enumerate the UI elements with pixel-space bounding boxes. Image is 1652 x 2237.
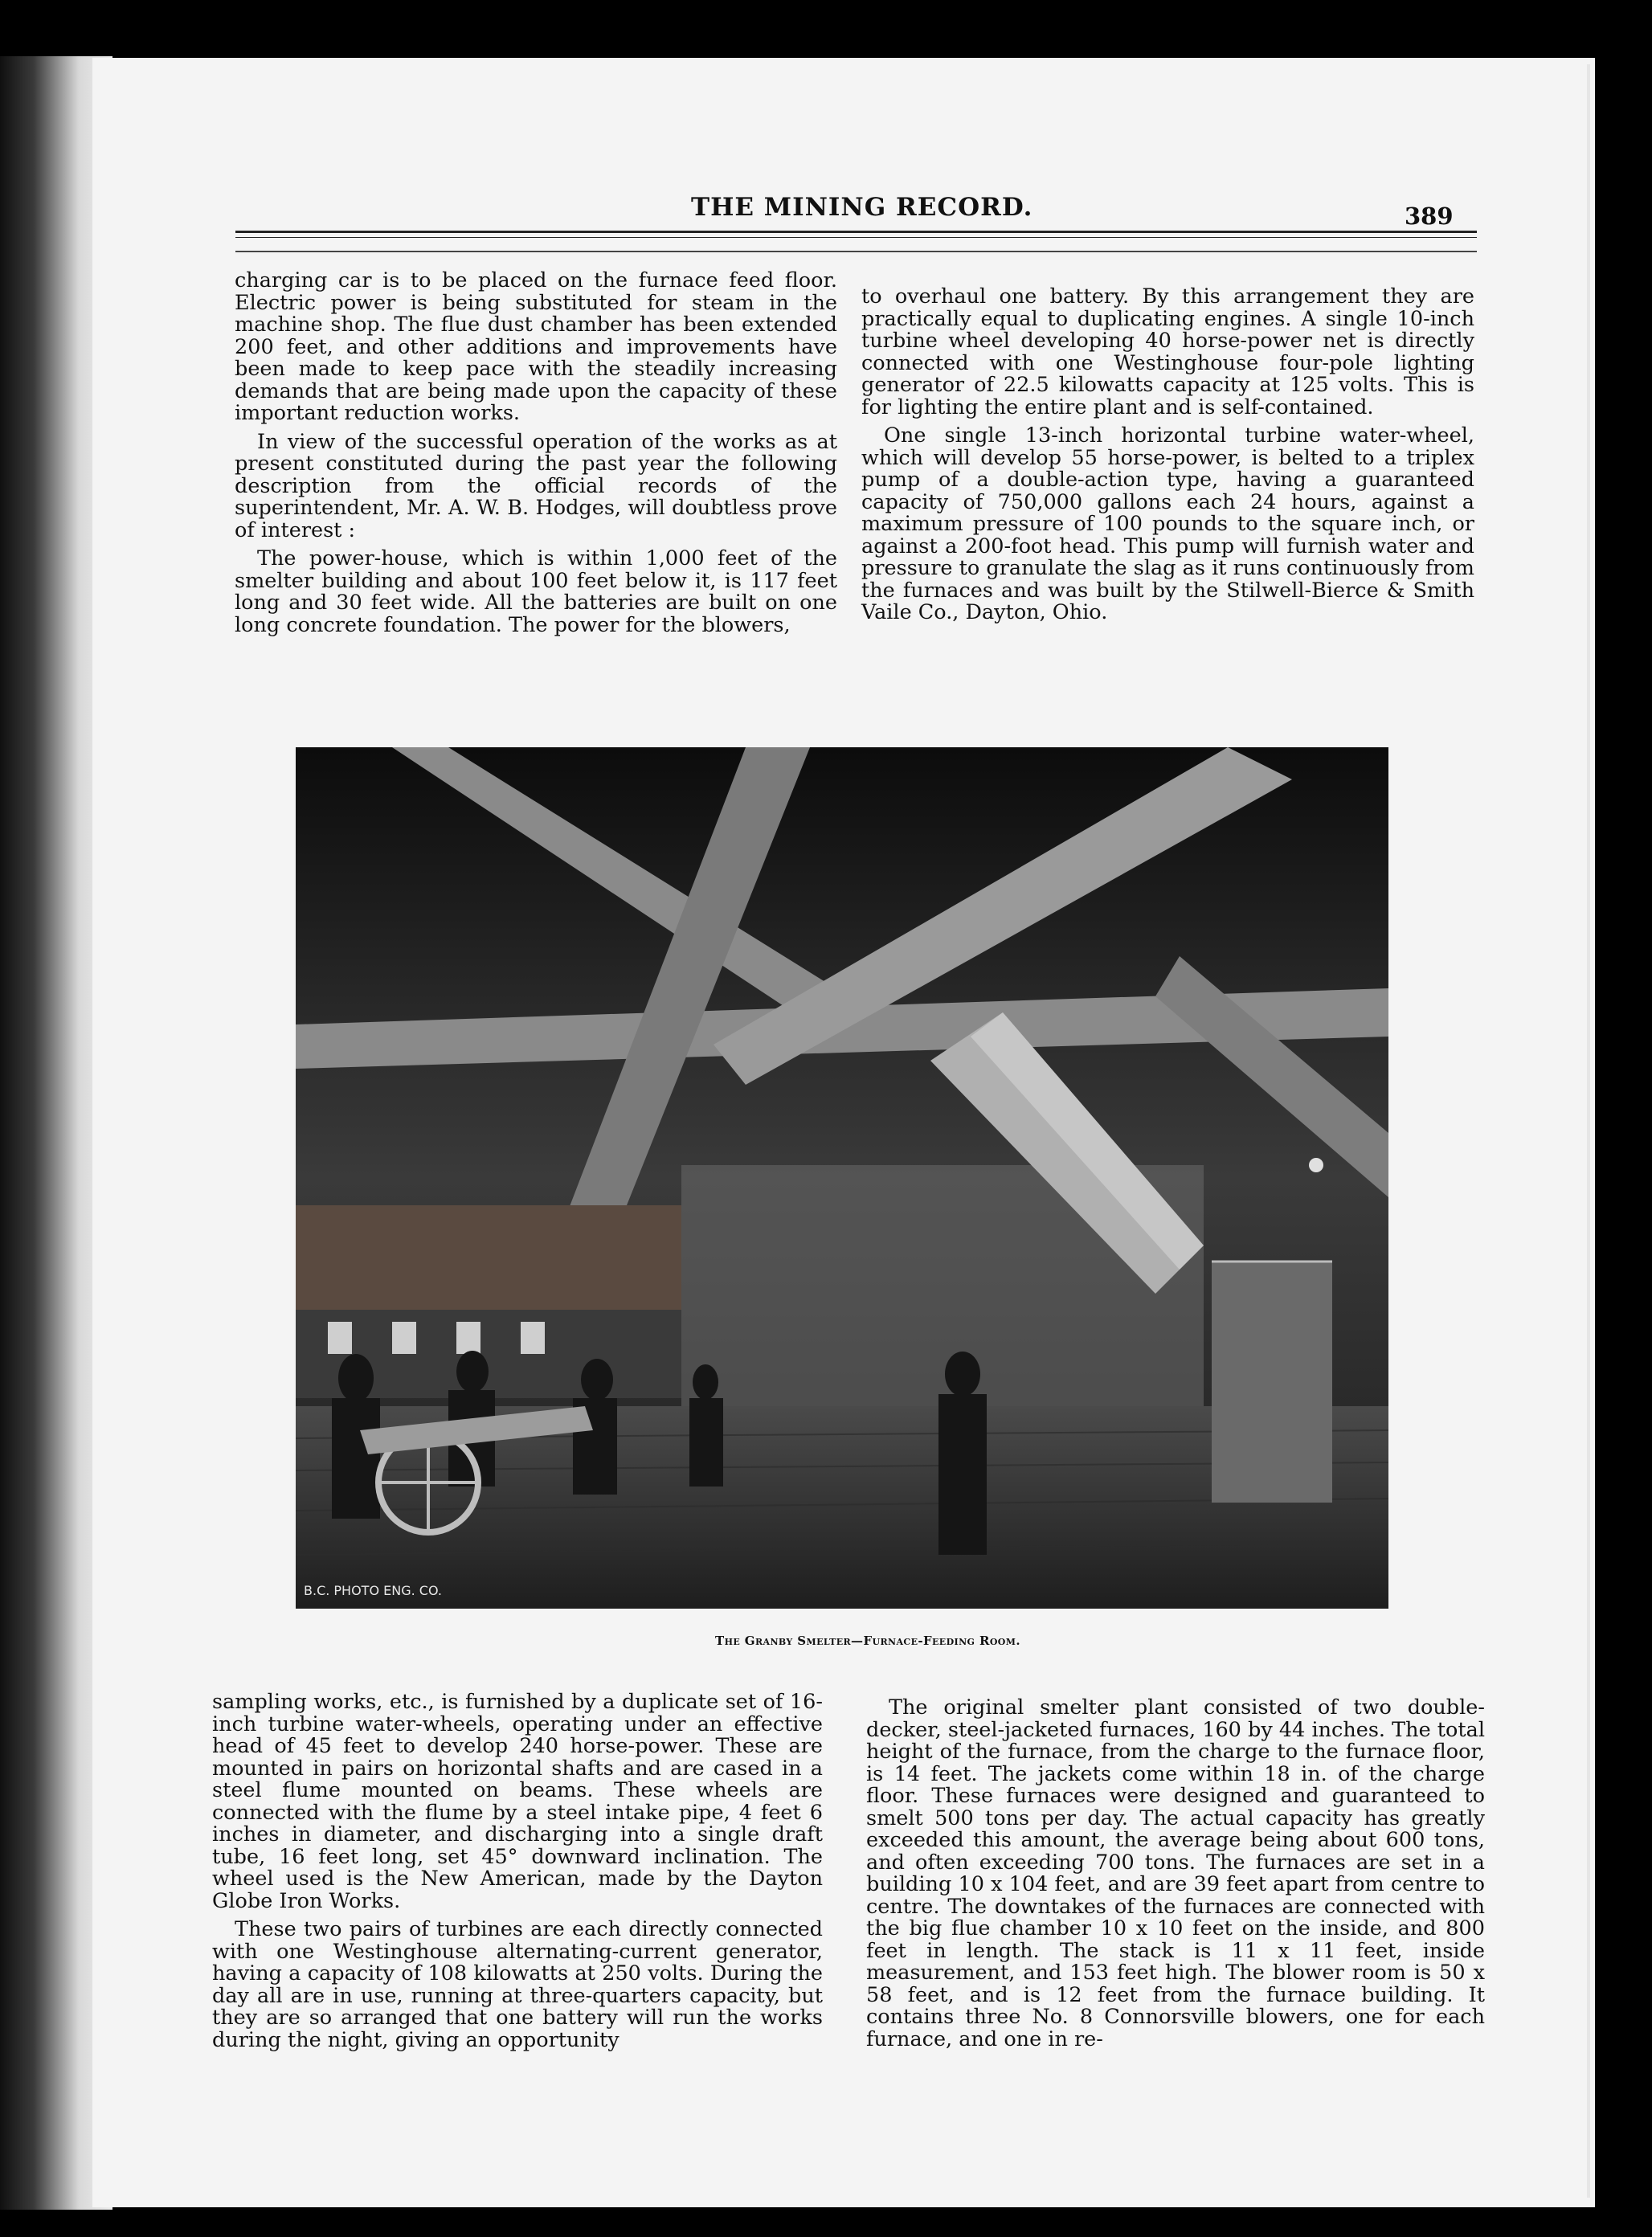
figure-caption [562,1634,1173,1648]
paragraph: to overhaul one battery. By this arrangement they are practically equal to duplicating engines. A single 10-inch turbine wheel developing 40 horse-power net is directly connected with one Westinghouse four-pole lighting generator of 22.5 kilowatts capacity at 125 volts. This is for lighting the entire plant and is self-contained. [861,284,1474,419]
paragraph: charging car is to be placed on the furnace feed floor. Electric power is being substituted for steam in the machine shop. The flue dust chamber has been extended 200 feet, and other additions and improvements have been made to keep pace with the steadily increasing demands that are being made upon the capacity of these important reduction works. [235,268,837,425]
page-right-edge [1587,64,1590,2198]
column-top-right [861,286,1474,631]
page-number: 389 [1405,202,1454,230]
column-bottom-left [212,1691,823,2058]
column-bottom-right [866,1697,1485,2057]
paragraph: The power-house, which is within 1,000 feet of the smelter building and about 100 feet below it, is 117 feet long and 30 feet wide. All the batteries are built on one long concrete foundation. The power for the blowers, [235,546,837,637]
figure-caption-text: The Granby Smelter—Furnace-Feeding Room. [715,1634,1020,1648]
header-rule [235,231,1477,233]
paragraph: sampling works, etc., is furnished by a duplicate set of 16-inch turbine water-wheels, operating under an effective head of 45 feet to develop 240 horse-power. These are mounted in pairs on horizontal shafts and are cased in a steel flume mounted on beams. These wheels are connected with the flume by a steel intake pipe, 4 feet 6 inches in diameter, and discharging into a single draft tube, 16 feet long, set 45° downward inclination. The wheel used is the New American, made by the Dayton Globe Iron Works. [212,1690,823,1913]
smelter-furnace-room-photo [296,747,1388,1609]
header-rule-lower [235,251,1477,252]
running-head-title: THE MINING RECORD. [691,193,1033,222]
column-top-left [235,270,837,643]
paragraph: In view of the successful operation of the works as at present constituted during the past year the following description from the official records of the superintendent, Mr. A. W. B. Hodges, will doubtless prove of interest : [235,429,837,542]
paragraph: These two pairs of turbines are each directly connected with one Westinghouse alternating-current generator, having a capacity of 108 kilowatts at 250 volts. During the day all are in use, running at three-quarters capacity, but they are so arranged that one battery will run the works during the night, giving an opportunity [212,1917,823,2052]
header-rule-thin [235,237,1477,238]
paragraph: The original smelter plant consisted of two double-decker, steel-jacketed furnaces, 160 by 44 inches. The total height of the furnace, from the charge to the furnace floor, is 14 feet. The jackets come within 18 in. of the charge floor. These furnaces were designed and guaranteed to smelt 500 tons per day. The actual capacity has greatly exceeded this amount, the average being about 600 tons, and often exceeding 700 tons. The furnaces are set in a building 10 x 104 feet, and are 39 feet apart from centre to centre. The downtakes of the furnaces are connected with the big flue chamber 10 x 10 feet on the inside, and 800 feet in length. The stack is 11 x 11 feet, inside measurement, and 153 feet high. The blower room is 50 x 58 feet, and is 12 feet from the furnace building. It contains three No. 8 Connorsville blowers, one for each furnace, and one in re- [866,1695,1485,2051]
photo-credit: B.C. PHOTO ENG. CO. [304,1583,442,1598]
paragraph: One single 13-inch horizontal turbine water-wheel, which will develop 55 horse-power, is belted to a triplex pump of a double-action type, having a guaranteed capacity of 750,000 gallons each 24 hours, against a maximum pressure of 100 pounds to the square inch, or against a 200-foot head. This pump will furnish water and pressure to granulate the slag as it runs continuously from the furnaces and was built by the Stilwell-Bierce & Smith Vaile Co., Dayton, Ohio. [861,423,1474,624]
